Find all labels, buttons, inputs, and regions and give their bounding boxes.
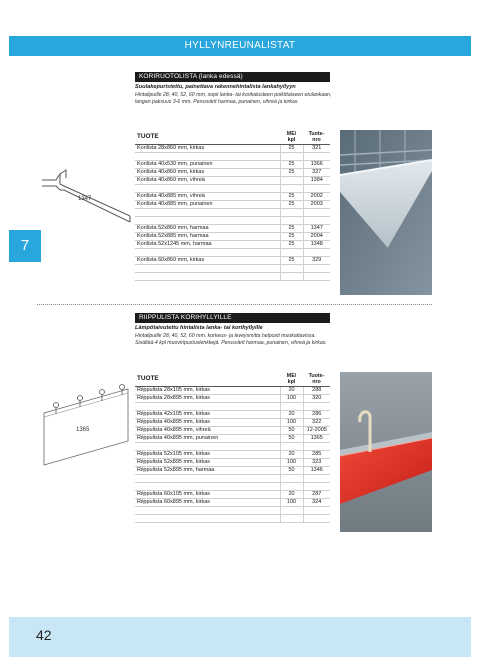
col-product: TUOTE (135, 371, 280, 387)
product-code-cell: 287 (303, 491, 330, 499)
unit-qty-cell: 25 (280, 257, 303, 265)
product-name-cell: Korilista 52x860 mm, harmaa (135, 225, 280, 233)
product-code-cell (303, 483, 330, 491)
product-name-cell: Riippulista 28x895 mm, kirkas (135, 395, 280, 403)
product-code-cell (303, 217, 330, 225)
col-unit-line1: ME/ (286, 372, 297, 379)
unit-qty-cell: 100 (280, 395, 303, 403)
product-code-cell: 1348 (303, 241, 330, 249)
product-name-cell: Korilista 40x530 mm, punainen (135, 161, 280, 169)
table-row (135, 233, 330, 241)
unit-qty-cell: 25 (280, 241, 303, 249)
unit-qty-cell (280, 443, 303, 451)
table-row (135, 499, 330, 507)
product-code-cell (303, 153, 330, 161)
unit-qty-cell (280, 475, 303, 483)
unit-qty-cell: 25 (280, 225, 303, 233)
page-number: 42 (36, 627, 52, 643)
unit-qty-cell (280, 515, 303, 523)
col-code-line2: nro (312, 136, 321, 143)
col-code (303, 371, 330, 387)
product-code-cell: 2003 (303, 201, 330, 209)
product-code-cell: 320 (303, 395, 330, 403)
product-name-cell: Korilista 40x885 mm, vihreä (135, 193, 280, 201)
unit-qty-cell (280, 273, 303, 281)
product-code-cell: 321 (303, 145, 330, 153)
product-code-cell: 1365 (303, 435, 330, 443)
unit-qty-cell (280, 249, 303, 257)
product-code-cell: 1384 (303, 177, 330, 185)
unit-qty-cell: 25 (280, 169, 303, 177)
product-name-cell: Korilista 40x885 mm, punainen (135, 201, 280, 209)
chapter-number: 7 (20, 237, 30, 254)
product-name-cell (135, 249, 280, 257)
product-code-cell: 285 (303, 451, 330, 459)
product-code-cell (303, 507, 330, 515)
table-row (135, 185, 330, 193)
section2-title: RIIPPULISTA KORIHYLLYILLE (139, 314, 232, 321)
table-row (135, 145, 330, 153)
table-header (135, 371, 330, 387)
product-code-cell: 1347 (303, 225, 330, 233)
table-row (135, 153, 330, 161)
table-row (135, 201, 330, 209)
product-name-cell: Korilista 52x1245 mm, harmaa (135, 241, 280, 249)
unit-qty-cell: 20 (280, 451, 303, 459)
unit-qty-cell: 20 (280, 387, 303, 395)
chapter-tab (9, 230, 41, 262)
table-row (135, 193, 330, 201)
product-code-cell: 324 (303, 499, 330, 507)
unit-qty-cell (280, 483, 303, 491)
table-row (135, 475, 330, 483)
table-row (135, 395, 330, 403)
table-row (135, 225, 330, 233)
product-name-cell (135, 273, 280, 281)
product-code-cell: 329 (303, 257, 330, 265)
unit-qty-cell: 25 (280, 145, 303, 153)
unit-qty-cell: 20 (280, 491, 303, 499)
table-row (135, 241, 330, 249)
table-row (135, 467, 330, 475)
unit-qty-cell (280, 209, 303, 217)
col-code-line1: Tuote- (308, 130, 325, 137)
product-code-cell (303, 515, 330, 523)
table-row (135, 249, 330, 257)
product-name-cell: Riippulista 52x895 mm, harmaa (135, 467, 280, 475)
table-header (135, 129, 330, 145)
unit-qty-cell: 25 (280, 233, 303, 241)
product-code-cell: 323 (303, 459, 330, 467)
product-name-cell: Riippulista 52x895 mm, kirkas (135, 459, 280, 467)
product-code-cell: 2002 (303, 193, 330, 201)
unit-qty-cell: 25 (280, 193, 303, 201)
header-banner (9, 36, 471, 56)
col-code (303, 129, 330, 145)
product-code-cell: 288 (303, 387, 330, 395)
unit-qty-cell: 100 (280, 499, 303, 507)
table-row (135, 387, 330, 395)
section1-product-photo (340, 130, 432, 295)
product-code-cell: 2004 (303, 233, 330, 241)
unit-qty-cell (280, 185, 303, 193)
product-name-cell: Riippulista 40x895 mm, kirkas (135, 419, 280, 427)
table-row (135, 443, 330, 451)
table-row (135, 419, 330, 427)
table-row (135, 273, 330, 281)
product-code-cell: 286 (303, 411, 330, 419)
product-code-cell: 12-2005 (303, 427, 330, 435)
product-code-cell (303, 249, 330, 257)
section1-table-body (135, 145, 330, 281)
section1-description: Hintalipuille 28, 40, 52, 60 mm, sopii lanka- tai korikalusteen poikittaiseen etulankaan, langan paksuus 3-6 mm. Perusvärit harmaa, punainen, vihreä ja kirkas. (135, 92, 332, 105)
section1-product-table (135, 129, 330, 281)
col-unit-line2: kpl (287, 136, 296, 143)
table-row (135, 507, 330, 515)
unit-qty-cell: 100 (280, 459, 303, 467)
unit-qty-cell (280, 507, 303, 515)
table-row (135, 435, 330, 443)
product-name-cell: Riippulista 40x895 mm, punainen (135, 435, 280, 443)
section2-product-photo (340, 372, 432, 532)
col-unit (280, 371, 303, 387)
product-name-cell: Riippulista 60x895 mm, kirkas (135, 499, 280, 507)
unit-qty-cell: 100 (280, 419, 303, 427)
unit-qty-cell: 50 (280, 467, 303, 475)
col-unit (280, 129, 303, 145)
section2-product-table (135, 371, 330, 523)
product-name-cell (135, 209, 280, 217)
product-name-cell: Korilista 52x885 mm, harmaa (135, 233, 280, 241)
col-unit-line2: kpl (287, 378, 296, 385)
product-name-cell: Riippulista 28x105 mm, kirkas (135, 387, 280, 395)
table-row (135, 209, 330, 217)
col-code-line2: nro (312, 378, 321, 385)
product-name-cell (135, 507, 280, 515)
product-code-cell (303, 403, 330, 411)
section2-description: Hintalipuille 28, 40, 52, 60 mm, korkeus- ja leveysmitta helposti muokattavissa. Sisältää 4 kpl muoviripustuslenkkejä. Perusvärit harmaa, punainen, vihreä ja kirkas. (135, 333, 327, 346)
unit-qty-cell (280, 217, 303, 225)
table-row (135, 427, 330, 435)
product-name-cell (135, 475, 280, 483)
table-row (135, 265, 330, 273)
product-code-cell (303, 209, 330, 217)
table-row (135, 491, 330, 499)
product-name-cell (135, 403, 280, 411)
section2-title-bar (135, 313, 330, 323)
table-row (135, 257, 330, 265)
page-footer (9, 617, 471, 657)
table-row (135, 459, 330, 467)
product-name-cell: Korilista 60x860 mm, kirkas (135, 257, 280, 265)
product-name-cell: Korilista 40x860 mm, kirkas (135, 169, 280, 177)
col-code-line1: Tuote- (308, 372, 325, 379)
product-name-cell: Korilista 40x860 mm, vihreä (135, 177, 280, 185)
section1-title: KORIRUOTOLISTA (lanka edessä) (139, 73, 243, 80)
table-row (135, 403, 330, 411)
unit-qty-cell: 50 (280, 427, 303, 435)
product-name-cell: Riippulista 40x895 mm, vihreä (135, 427, 280, 435)
table-row (135, 169, 330, 177)
product-name-cell: Riippulista 52x105 mm, kirkas (135, 451, 280, 459)
unit-qty-cell (280, 153, 303, 161)
section2-diagram-label: 1365 (76, 427, 90, 433)
product-name-cell (135, 443, 280, 451)
section1-diagram-label: 1347 (78, 196, 92, 202)
product-code-cell (303, 185, 330, 193)
section1-subtitle: Suulakepuristettu, painettava rakennehintalista lankahyllyyn (135, 84, 296, 90)
table-row (135, 451, 330, 459)
col-unit-line1: ME/ (286, 130, 297, 137)
product-name-cell (135, 515, 280, 523)
unit-qty-cell (280, 265, 303, 273)
product-code-cell: 322 (303, 419, 330, 427)
header-title: HYLLYNREUNALISTAT (184, 40, 296, 51)
unit-qty-cell (280, 403, 303, 411)
unit-qty-cell: 25 (280, 161, 303, 169)
product-name-cell (135, 153, 280, 161)
unit-qty-cell: 20 (280, 411, 303, 419)
product-code-cell (303, 443, 330, 451)
table-row (135, 483, 330, 491)
product-name-cell: Riippulista 60x105 mm, kirkas (135, 491, 280, 499)
product-code-cell: 1346 (303, 467, 330, 475)
product-code-cell (303, 273, 330, 281)
table-row (135, 217, 330, 225)
product-code-cell: 327 (303, 169, 330, 177)
section2-subtitle: Lämpötaivutettu hintalista lanka- tai korihyllyille (135, 325, 263, 331)
unit-qty-cell: 50 (280, 435, 303, 443)
product-name-cell: Korilista 28x860 mm, kirkas (135, 145, 280, 153)
table-row (135, 177, 330, 185)
section2-profile-diagram (38, 383, 134, 471)
product-code-cell (303, 265, 330, 273)
product-code-cell: 1366 (303, 161, 330, 169)
section2-table-body (135, 387, 330, 523)
section-divider (37, 304, 432, 305)
product-name-cell (135, 483, 280, 491)
section1-profile-diagram (38, 160, 134, 240)
product-name-cell: Riippulista 42x105 mm, kirkas (135, 411, 280, 419)
table-row (135, 411, 330, 419)
section1-title-bar (135, 72, 330, 82)
product-name-cell (135, 217, 280, 225)
product-name-cell (135, 185, 280, 193)
unit-qty-cell (280, 177, 303, 185)
product-name-cell (135, 265, 280, 273)
product-code-cell (303, 475, 330, 483)
table-row (135, 161, 330, 169)
unit-qty-cell: 25 (280, 201, 303, 209)
table-row (135, 515, 330, 523)
col-product: TUOTE (135, 129, 280, 145)
